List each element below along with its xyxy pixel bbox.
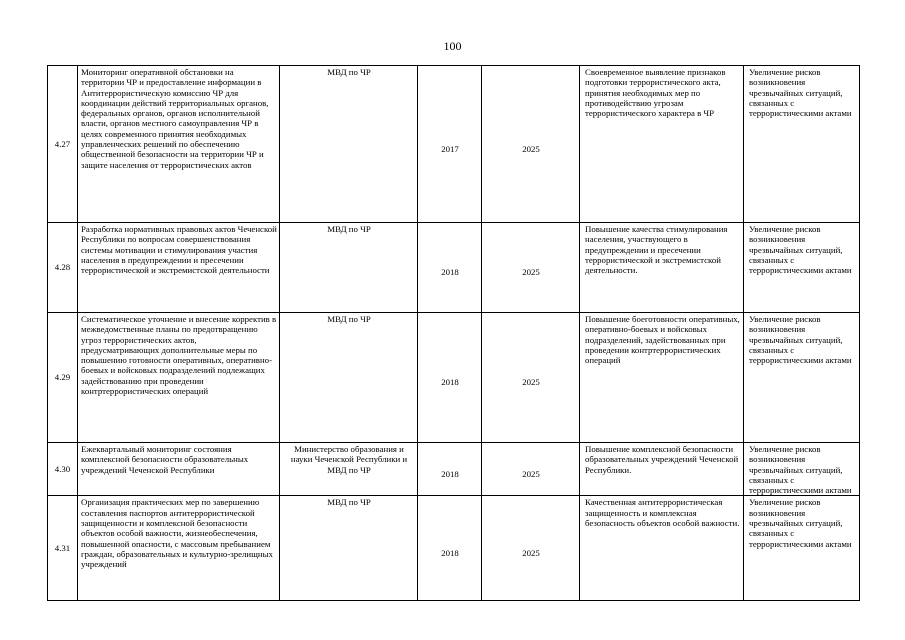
start-year-cell: 2018 [418,313,482,443]
row-number: 4.27 [48,66,78,223]
activity-cell: Ежеквартальный мониторинг состояния комплексной безопасности образовательных учреждений Чеченской Республики [78,443,280,496]
start-year-cell: 2018 [418,496,482,601]
end-year-cell: 2025 [482,313,580,443]
risk-cell: Увеличение рисков возникновения чрезвычайных ситуаций, связанных с террористическими актами [744,313,860,443]
table-row [48,66,860,223]
end-year-cell: 2025 [482,223,580,313]
risk-cell: Увеличение рисков возникновения чрезвычайных ситуаций, связанных с террористическими актами [744,496,860,601]
row-number: 4.29 [48,313,78,443]
end-year-cell: 2025 [482,66,580,223]
start-year-cell: 2018 [418,223,482,313]
risk-cell: Увеличение рисков возникновения чрезвычайных ситуаций, связанных с террористическими актами [744,443,860,496]
page-number: 100 [443,39,462,53]
table-row [48,443,860,496]
risk-cell: Увеличение рисков возникновения чрезвычайных ситуаций, связанных с террористическими актами [744,66,860,223]
executor-cell: МВД по ЧР [280,313,418,443]
table-row [48,313,860,443]
table-row [48,223,860,313]
result-cell: Повышение качества стимулирования населения, участвующего в предупреждении и пресечении террористической и экстремистской деятельности. [580,223,744,313]
result-cell: Повышение комплексной безопасности образовательных учреждений Чеченской Республики. [580,443,744,496]
row-number: 4.30 [48,443,78,496]
start-year-cell: 2018 [418,443,482,496]
measures-table [47,65,860,601]
executor-cell: Министерство образования и науки Чеченской Республики и МВД по ЧР [280,443,418,496]
row-number: 4.31 [48,496,78,601]
executor-cell: МВД по ЧР [280,66,418,223]
executor-cell: МВД по ЧР [280,496,418,601]
activity-cell: Систематическое уточнение и внесение корректив в межведомственные планы по предотвращению угроз террористических актов, предусматривающих дополнительные меры по повышению готовности оперативных, оперативно-боевых и войсковых подразделений подлежащих задействованию при проведении контртеррористических операций [78,313,280,443]
activity-cell: Мониторинг оперативной обстановки на территории ЧР и предоставление информации в Антитеррористическую комиссию ЧР для координации действий территориальных органов, федеральных органов, органов исполнительной власти, органов местного самоуправления ЧР в целях современного принятия необходимых управленческих решений по обеспечению общественной безопасности на территории ЧР и защите населения от террористических актов [78,66,280,223]
result-cell: Качественная антитеррористическая защищенность и комплексная безопасность объектов особой важности. [580,496,744,601]
result-cell: Своевременное выявление признаков подготовки террористического акта, принятия необходимых мер по противодействию угрозам террористического характера в ЧР [580,66,744,223]
end-year-cell: 2025 [482,496,580,601]
risk-cell: Увеличение рисков возникновения чрезвычайных ситуаций, связанных с террористическими актами [744,223,860,313]
table-row [48,496,860,601]
activity-cell: Организация практических мер по завершению составления паспортов антитеррористической защищенности и комплексной безопасности объектов особой важности, жизнеобеспечения, повышенной опасности, с массовым пребыванием граждан, образовательных и культурно-зрелищных учреждений [78,496,280,601]
row-number: 4.28 [48,223,78,313]
end-year-cell: 2025 [482,443,580,496]
executor-cell: МВД по ЧР [280,223,418,313]
result-cell: Повышение боеготовности оперативных, оперативно-боевых и войсковых подразделений, задействованных при проведении контртеррористических операций [580,313,744,443]
activity-cell: Разработка нормативных правовых актов Чеченской Республики по вопросам совершенствования системы мотивации и стимулирования участия населения в предупреждении и пресечении террористической и экстремистской деятельности [78,223,280,313]
start-year-cell: 2017 [418,66,482,223]
